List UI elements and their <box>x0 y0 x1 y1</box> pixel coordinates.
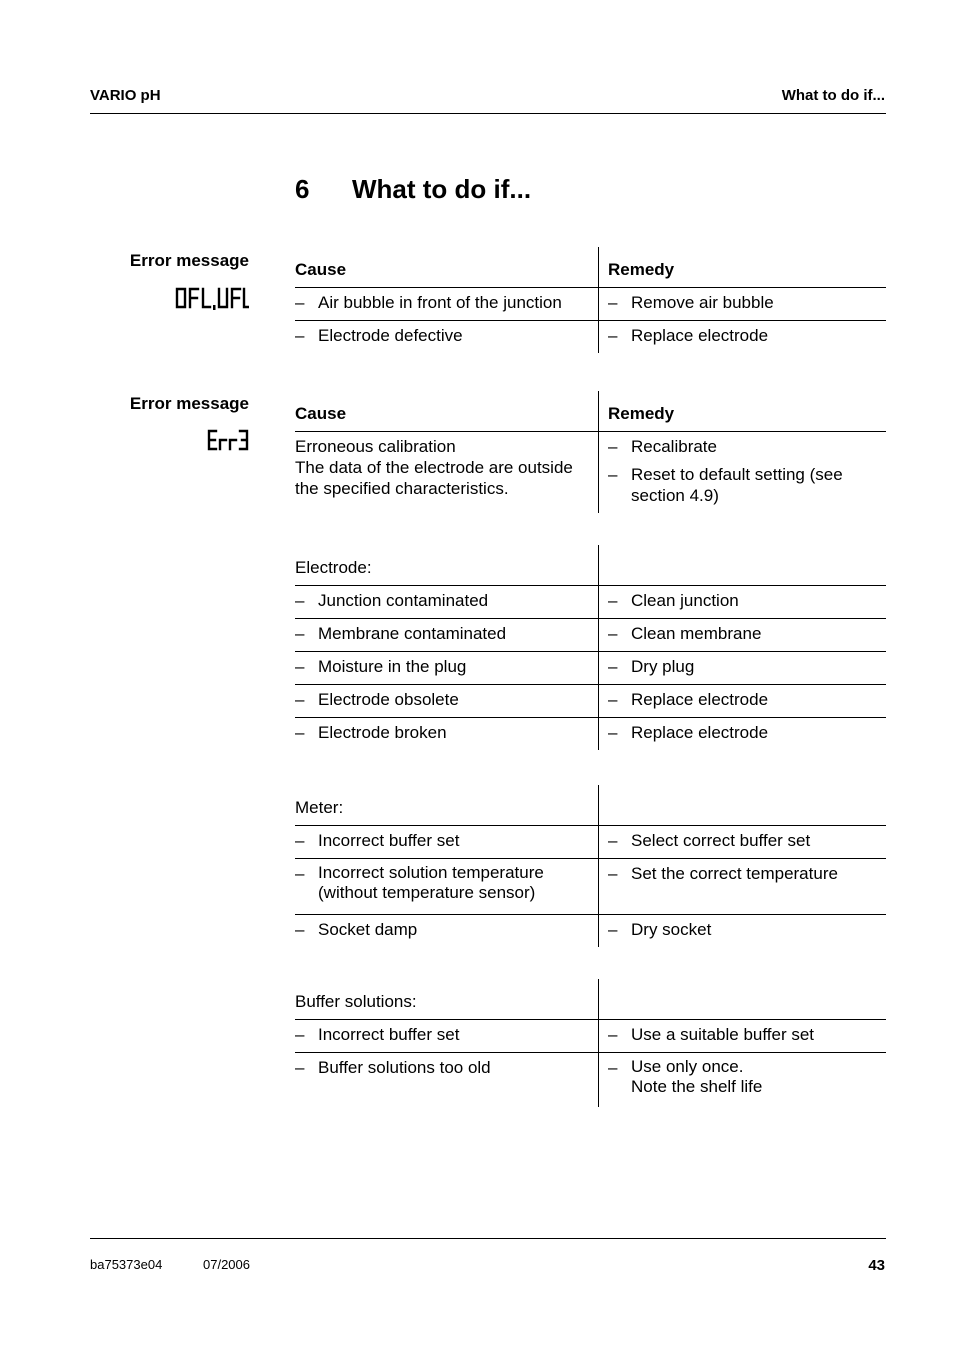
dash-bullet: – <box>295 326 305 345</box>
dash-bullet: – <box>295 1058 305 1077</box>
dash-bullet: – <box>608 690 618 709</box>
cause-header: Cause <box>295 260 347 279</box>
dash-bullet: – <box>608 326 618 345</box>
remedy-text: Dry plug <box>631 657 695 676</box>
lcd-ofl-ufl-icon <box>175 286 249 310</box>
running-header-product: VARIO pH <box>90 87 161 104</box>
chapter-heading <box>295 174 531 205</box>
dash-bullet: – <box>608 293 618 312</box>
remedy-note-text: Note the shelf life <box>631 1077 763 1096</box>
remedy-text: Recalibrate <box>631 437 717 456</box>
remedy-text: Clean junction <box>631 591 739 610</box>
table-row <box>295 1020 886 1053</box>
remedy-text: Use a suitable buffer set <box>631 1025 815 1044</box>
table-row <box>295 685 886 718</box>
cause-text: Socket damp <box>318 920 418 939</box>
remedy-text: Set the correct temperature <box>631 864 838 883</box>
group-title: Electrode: <box>295 558 372 577</box>
document-code: ba75373e04 <box>90 1257 163 1272</box>
group-title: Meter: <box>295 798 344 817</box>
error-table-err3 <box>295 391 886 513</box>
cause-header: Cause <box>295 404 347 423</box>
remedy-text: Remove air bubble <box>631 293 774 312</box>
table-row <box>295 1053 886 1108</box>
dash-bullet: – <box>608 465 618 484</box>
remedy-text: Use only once. <box>631 1057 744 1076</box>
remedy-text: Clean membrane <box>631 624 762 643</box>
cause-text: Moisture in the plug <box>318 657 467 676</box>
group-title: Buffer solutions: <box>295 992 417 1011</box>
table-row <box>295 652 886 685</box>
lcd-display-ofl-ufl <box>175 286 249 315</box>
dash-bullet: – <box>608 1058 618 1077</box>
remedy-text: Replace electrode <box>631 723 769 742</box>
group-table-buffer-solutions <box>295 979 886 1107</box>
error-message-label: Error message <box>129 251 249 270</box>
page-number: 43 <box>868 1257 885 1274</box>
dash-bullet: – <box>608 1025 618 1044</box>
dash-bullet: – <box>295 293 305 312</box>
remedy-text: Dry socket <box>631 920 712 939</box>
dash-bullet: – <box>608 723 618 742</box>
cause-text: Buffer solutions too old <box>318 1058 491 1077</box>
dash-bullet: – <box>295 591 305 610</box>
remedy-header: Remedy <box>599 247 887 288</box>
error-message-label: Error message <box>129 394 249 413</box>
dash-bullet: – <box>608 920 618 939</box>
table-row <box>295 288 886 321</box>
group-table-electrode <box>295 545 886 750</box>
cause-text: Incorrect buffer set <box>318 831 460 850</box>
dash-bullet: – <box>295 657 305 676</box>
dash-bullet: – <box>295 624 305 643</box>
document-date: 07/2006 <box>203 1257 250 1272</box>
cause-text: Air bubble in front of the junction <box>318 293 562 312</box>
cause-text: Electrode obsolete <box>318 690 459 709</box>
dash-bullet: – <box>295 920 305 939</box>
table-row <box>295 321 886 354</box>
footer-rule <box>90 1238 886 1239</box>
cause-text: Erroneous calibration <box>295 437 456 456</box>
dash-bullet: – <box>608 437 618 456</box>
cause-text: Junction contaminated <box>318 591 489 610</box>
cause-text: Electrode broken <box>318 723 447 742</box>
table-row <box>295 718 886 751</box>
cause-detail-text: The data of the electrode are outside the specified characteristics. <box>295 458 573 498</box>
remedy-text: Replace electrode <box>631 690 769 709</box>
remedy-text: Select correct buffer set <box>631 831 811 850</box>
running-header-chapter: What to do if... <box>781 87 885 104</box>
remedy-text: Replace electrode <box>631 326 769 345</box>
remedy-text: Reset to default setting (see section 4.9) <box>631 465 843 505</box>
dash-bullet: – <box>608 831 618 850</box>
chapter-number: 6 <box>295 174 310 204</box>
error-table-ofl-ufl <box>295 247 886 353</box>
dash-bullet: – <box>295 723 305 742</box>
cause-text: Incorrect buffer set <box>318 1025 460 1044</box>
cause-text: Membrane contaminated <box>318 624 507 643</box>
dash-bullet: – <box>608 591 618 610</box>
dash-bullet: – <box>608 657 618 676</box>
table-row <box>295 859 886 915</box>
dash-bullet: – <box>608 864 618 883</box>
chapter-title: What to do if... <box>352 174 532 204</box>
dash-bullet: – <box>295 831 305 850</box>
dash-bullet: – <box>295 1025 305 1044</box>
table-row <box>295 586 886 619</box>
table-row <box>295 826 886 859</box>
remedy-header: Remedy <box>599 391 887 432</box>
lcd-err3-icon <box>207 428 249 452</box>
table-row <box>295 915 886 948</box>
cause-text: Incorrect solution temperature (without temperature sensor) <box>318 863 544 902</box>
cause-text: Electrode defective <box>318 326 463 345</box>
group-table-meter <box>295 785 886 947</box>
dash-bullet: – <box>295 864 305 883</box>
lcd-display-err3 <box>207 428 249 457</box>
dash-bullet: – <box>608 624 618 643</box>
dash-bullet: – <box>295 690 305 709</box>
table-row <box>295 432 886 514</box>
table-row <box>295 619 886 652</box>
header-rule <box>90 113 886 114</box>
